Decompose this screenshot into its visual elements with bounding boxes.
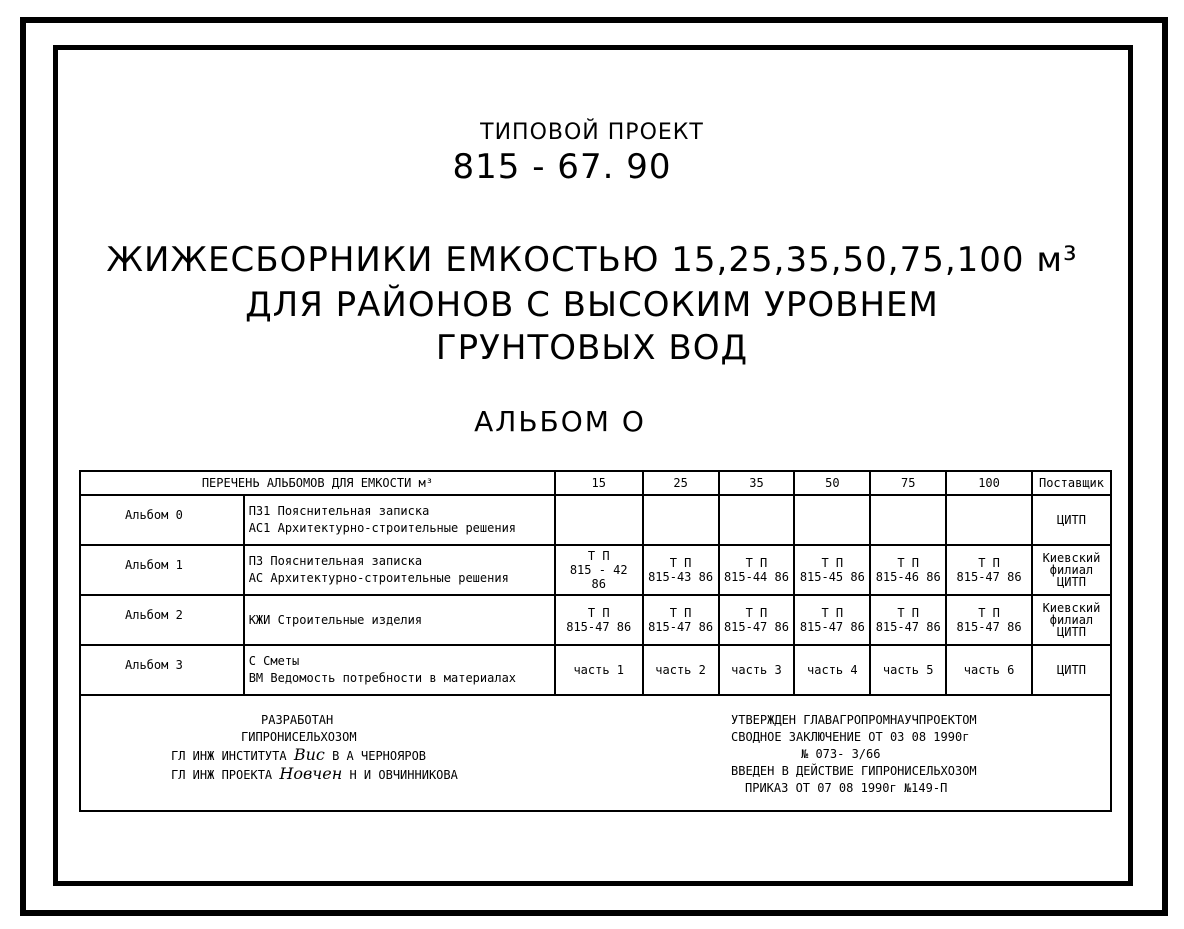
cell: часть 2 [643, 645, 719, 695]
album-name: Альбом 2 [80, 595, 244, 645]
cell: часть 6 [946, 645, 1032, 695]
developer-org: ГИПРОНИСЕЛЬХОЗОМ [241, 730, 357, 744]
desc-line: АС1 Архитектурно-строительные решения [248, 521, 517, 535]
album-list-table [79, 470, 1112, 696]
order-line: ПРИКАЗ ОТ 07 08 1990г №149-П [745, 781, 948, 795]
footer-block [79, 696, 1112, 812]
album-label: АЛЬБОМ О [474, 405, 646, 438]
cell: часть 5 [870, 645, 946, 695]
signature-1: Вис [293, 745, 325, 764]
desc-line: ПЗ Пояснительная записка [248, 554, 423, 568]
capacity-35: 35 [719, 471, 795, 495]
cell: Т П 815 - 42 86 [555, 545, 643, 595]
cell: Т П 815-47 86 [719, 595, 795, 645]
cell: часть 3 [719, 645, 795, 695]
cell: Т П 815-45 86 [794, 545, 870, 595]
desc-line: С Сметы [248, 654, 300, 668]
cell [719, 495, 795, 545]
cell: Т П 815-47 86 [870, 595, 946, 645]
title-line-3: ГРУНТОВЫХ ВОД [435, 328, 749, 368]
title-line-2: ДЛЯ РАЙОНОВ С ВЫСОКИМ УРОВНЕМ [245, 285, 939, 325]
cell [643, 495, 719, 545]
cell: часть 1 [555, 645, 643, 695]
name-1: В А ЧЕРНОЯРОВ [332, 749, 427, 763]
capacity-75: 75 [870, 471, 946, 495]
supplier-header: Поставщик [1032, 471, 1111, 495]
cell: Т П 815-47 86 [946, 545, 1032, 595]
title-line-1: ЖИЖЕСБОРНИКИ ЕМКОСТЬЮ 15,25,35,50,75,100 м³ [106, 240, 1078, 280]
cell: Т П 815-46 86 [870, 545, 946, 595]
album-desc [244, 595, 555, 645]
supplier: Киевский филиал ЦИТП [1032, 595, 1111, 645]
approved-line: УТВЕРЖДЕН ГЛАВАГРОПРОМНАУЧПРОЕКТОМ [731, 713, 977, 727]
enacted-line: ВВЕДЕН В ДЕЙСТВИЕ ГИПРОНИСЕЛЬХОЗОМ [731, 764, 977, 778]
cell: Т П 815-47 86 [794, 595, 870, 645]
chief-project-line [171, 765, 551, 784]
desc-line: ПЗ1 Пояснительная записка [248, 504, 430, 518]
conclusion-number: № 073- 3/66 [801, 747, 881, 761]
desc-line: КЖИ Строительные изделия [248, 612, 423, 627]
header-label: ПЕРЕЧЕНЬ АЛЬБОМОВ ДЛЯ ЕМКОСТИ м³ [80, 471, 555, 495]
table-header-row [80, 471, 1111, 495]
cell [794, 495, 870, 545]
cell: Т П 815-43 86 [643, 545, 719, 595]
album-name: Альбом 0 [80, 495, 244, 545]
capacity-50: 50 [794, 471, 870, 495]
supplier: ЦИТП [1032, 495, 1111, 545]
developer-block [171, 712, 551, 784]
chief-inst-label: ГЛ ИНЖ ИНСТИТУТА [171, 749, 287, 763]
desc-line: ВМ Ведомость потребности в материалах [248, 671, 517, 685]
supplier: Киевский филиал ЦИТП [1032, 545, 1111, 595]
cell: Т П 815-47 86 [946, 595, 1032, 645]
approval-block [731, 712, 1111, 797]
cell: часть 4 [794, 645, 870, 695]
table-row [80, 645, 1111, 695]
table-row [80, 545, 1111, 595]
chief-proj-label: ГЛ ИНЖ ПРОЕКТА [171, 768, 273, 782]
album-desc [244, 495, 555, 545]
developed-label: РАЗРАБОТАН [261, 713, 334, 727]
capacity-25: 25 [643, 471, 719, 495]
desc-line: АС Архитектурно-строительные решения [248, 571, 509, 585]
table-row [80, 595, 1111, 645]
album-name: Альбом 3 [80, 645, 244, 695]
cell: Т П 815-47 86 [643, 595, 719, 645]
chief-institute-line [171, 746, 551, 765]
cell [555, 495, 643, 545]
capacity-15: 15 [555, 471, 643, 495]
project-type: ТИПОВОЙ ПРОЕКТ [480, 120, 704, 145]
project-number: 815 - 67. 90 [452, 147, 672, 187]
album-desc [244, 545, 555, 595]
album-desc [244, 645, 555, 695]
cell [870, 495, 946, 545]
name-2: Н И ОВЧИННИКОВА [349, 768, 458, 782]
signature-2: Новчен [279, 764, 343, 783]
supplier: ЦИТП [1032, 645, 1111, 695]
capacity-100: 100 [946, 471, 1032, 495]
table-row [80, 495, 1111, 545]
conclusion-line: СВОДНОЕ ЗАКЛЮЧЕНИЕ ОТ 03 08 1990г [731, 730, 970, 744]
album-name: Альбом 1 [80, 545, 244, 595]
cell: Т П 815-44 86 [719, 545, 795, 595]
cell [946, 495, 1032, 545]
cell: Т П 815-47 86 [555, 595, 643, 645]
